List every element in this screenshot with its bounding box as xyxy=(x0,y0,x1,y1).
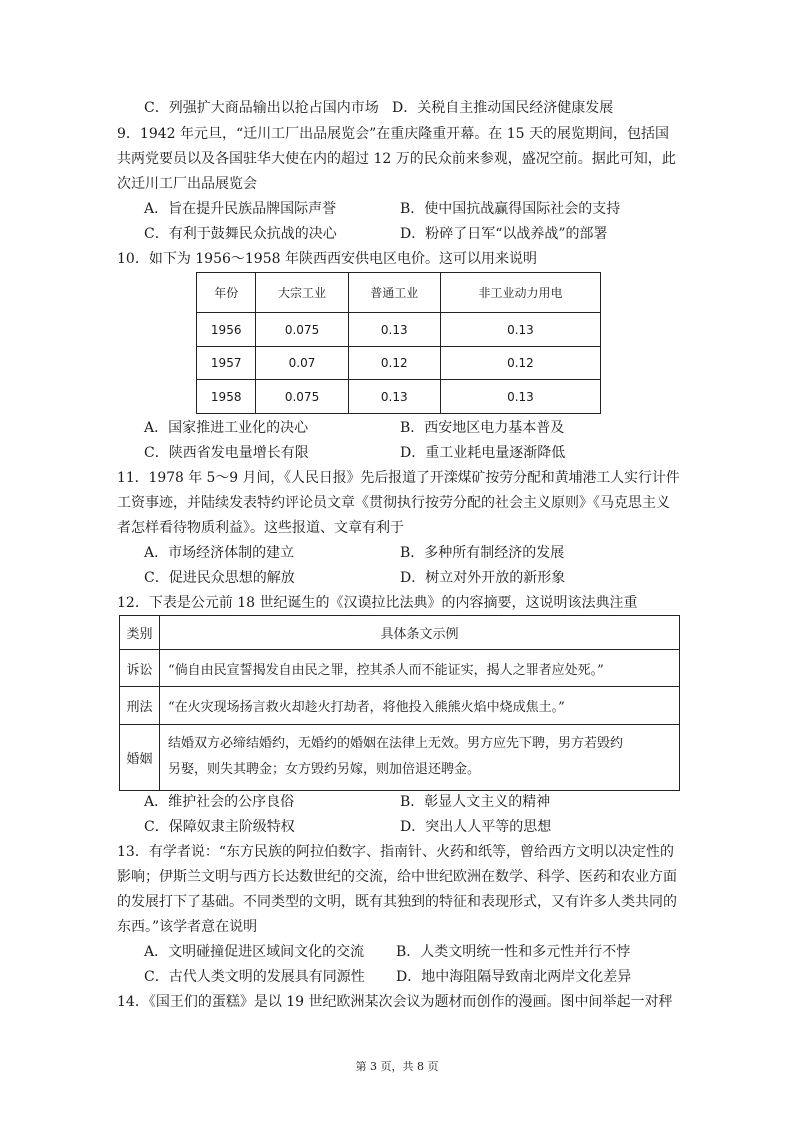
q12-stem: 12．下表是公元前 18 世纪诞生的《汉谟拉比法典》的内容摘要，这说明该法典注重 xyxy=(117,595,638,611)
table-cell: 0.12 xyxy=(348,346,440,380)
table-cell: 1956 xyxy=(197,313,256,347)
electricity-price-table xyxy=(196,272,601,414)
table-cell: 0.13 xyxy=(440,313,600,347)
table-cell: 0.12 xyxy=(440,346,600,380)
table-row xyxy=(197,380,601,414)
table-cell: 0.07 xyxy=(256,346,348,380)
q13-stem-line-3: 的发展打下了基础。不同类型的文明，既有其独到的特征和表现形式，又有许多人类共同的 xyxy=(117,894,677,910)
header-non-industrial: 非工业动力用电 xyxy=(440,273,600,313)
q12-option-c: C．保障奴隶主阶级特权 xyxy=(144,819,295,835)
q12-option-b: B．彰显人文主义的精神 xyxy=(400,794,551,810)
q12-option-a: A．维护社会的公序良俗 xyxy=(144,794,295,810)
row-category-criminal: 刑法 xyxy=(120,687,160,724)
table-cell: 1957 xyxy=(197,346,256,380)
page-number: 第 3 页，共 8 页 xyxy=(355,1060,439,1073)
hammurabi-code-table xyxy=(119,615,680,791)
q8-option-c: C．列强扩大商品输出以抢占国内市场 xyxy=(144,100,379,116)
q9-option-c: C．有利于鼓舞民众抗战的决心 xyxy=(144,226,337,242)
header-general-industry: 普通工业 xyxy=(348,273,440,313)
row-text-marriage xyxy=(160,724,680,790)
q11-option-a: A．市场经济体制的建立 xyxy=(144,545,295,561)
header-year: 年份 xyxy=(197,273,256,313)
q13-stem-line-1: 13．有学者说：“东方民族的阿拉伯数字、指南针、火药和纸等，曾给西方文明以决定性的 xyxy=(117,844,674,860)
row-text-litigation: “倘自由民宣誓揭发自由民之罪，控其杀人而不能证实，揭人之罪者应处死。” xyxy=(160,650,680,687)
header-large-industry: 大宗工业 xyxy=(256,273,348,313)
q11-option-d: D．树立对外开放的新形象 xyxy=(400,570,566,586)
q13-stem-line-2: 影响；伊斯兰文明与西方长达数世纪的交流，给中世纪欧洲在数学、科学、医药和农业方面 xyxy=(117,869,677,885)
q9-stem-line-1: 9．1942 年元旦，“迁川工厂出品展览会”在重庆隆重开幕。在 15 天的展览期间，包括国 xyxy=(117,126,670,142)
table-row xyxy=(197,346,601,380)
q9-option-b: B．使中国抗战赢得国际社会的支持 xyxy=(400,201,621,217)
q10-option-b: B．西安地区电力基本普及 xyxy=(400,420,565,436)
q11-option-b: B．多种所有制经济的发展 xyxy=(400,545,565,561)
q13-option-d: D．地中海阻隔导致南北两岸文化差异 xyxy=(396,969,632,985)
q9-stem-line-3: 次迁川工厂出品展览会 xyxy=(117,176,257,192)
marriage-line-2: 另娶，则失其聘金；女方毁约另嫁，则加倍退还聘金。 xyxy=(168,762,481,778)
q9-stem-line-2: 共两党要员以及各国驻华大使在内的超过 12 万的民众前来参观，盛况空前。据此可知，此 xyxy=(117,151,676,167)
q10-option-d: D．重工业耗电量逐渐降低 xyxy=(400,445,566,461)
q10-option-c: C．陕西省发电量增长有限 xyxy=(144,445,309,461)
q13-option-b: B．人类文明统一性和多元性并行不悖 xyxy=(396,944,631,960)
row-category-marriage: 婚姻 xyxy=(120,724,160,790)
table-row xyxy=(120,687,680,724)
q10-option-a: A．国家推进工业化的决心 xyxy=(144,420,309,436)
q11-stem-line-1: 11．1978 年 5～9 月间，《人民日报》先后报道了开滦煤矿按劳分配和黄埔港工人实行计件 xyxy=(117,470,680,486)
q9-option-d: D．粉碎了日军“以战养战”的部署 xyxy=(400,226,608,242)
marriage-line-1: 结婚双方必缔结婚约，无婚约的婚姻在法律上无效。男方应先下聘，男方若毁约 xyxy=(168,736,624,752)
q13-option-c: C．古代人类文明的发展具有同源性 xyxy=(144,969,365,985)
q11-option-c: C．促进民众思想的解放 xyxy=(144,570,295,586)
table-row xyxy=(197,313,601,347)
table-cell: 0.13 xyxy=(348,380,440,414)
table-header-row xyxy=(120,616,680,650)
q11-stem-line-2: 工资事迹，并陆续发表特约评论员文章《贯彻执行按劳分配的社会主义原则》《马克思主义 xyxy=(117,495,670,511)
table-cell: 1958 xyxy=(197,380,256,414)
row-category-litigation: 诉讼 xyxy=(120,650,160,687)
q12-option-d: D．突出人人平等的思想 xyxy=(400,819,552,835)
header-category: 类别 xyxy=(120,616,160,650)
q10-stem: 10．如下为 1956～1958 年陕西西安供电区电价。这可以用来说明 xyxy=(117,251,537,267)
header-example: 具体条文示例 xyxy=(160,616,680,650)
row-text-criminal: “在火灾现场扬言救火却趁火打劫者，将他投入熊熊火焰中烧成焦土。” xyxy=(160,687,680,724)
table-header-row xyxy=(197,273,601,313)
table-row xyxy=(120,650,680,687)
q11-stem-line-3: 者怎样看待物质利益》。这些报道、文章有利于 xyxy=(117,520,404,536)
q14-stem-line-1: 14．《国王们的蛋糕》是以 19 世纪欧洲某次会议为题材而创作的漫画。图中间举起一对秤 xyxy=(117,994,673,1010)
table-cell: 0.075 xyxy=(256,380,348,414)
q9-option-a: A．旨在提升民族品牌国际声誉 xyxy=(144,201,337,217)
q8-option-d: D．关税自主推动国民经济健康发展 xyxy=(392,100,614,116)
table-cell: 0.13 xyxy=(348,313,440,347)
q13-stem-line-4: 东西。”该学者意在说明 xyxy=(117,919,258,935)
table-cell: 0.075 xyxy=(256,313,348,347)
table-row xyxy=(120,724,680,790)
q13-option-a: A．文明碰撞促进区域间文化的交流 xyxy=(144,944,365,960)
table-cell: 0.13 xyxy=(440,380,600,414)
